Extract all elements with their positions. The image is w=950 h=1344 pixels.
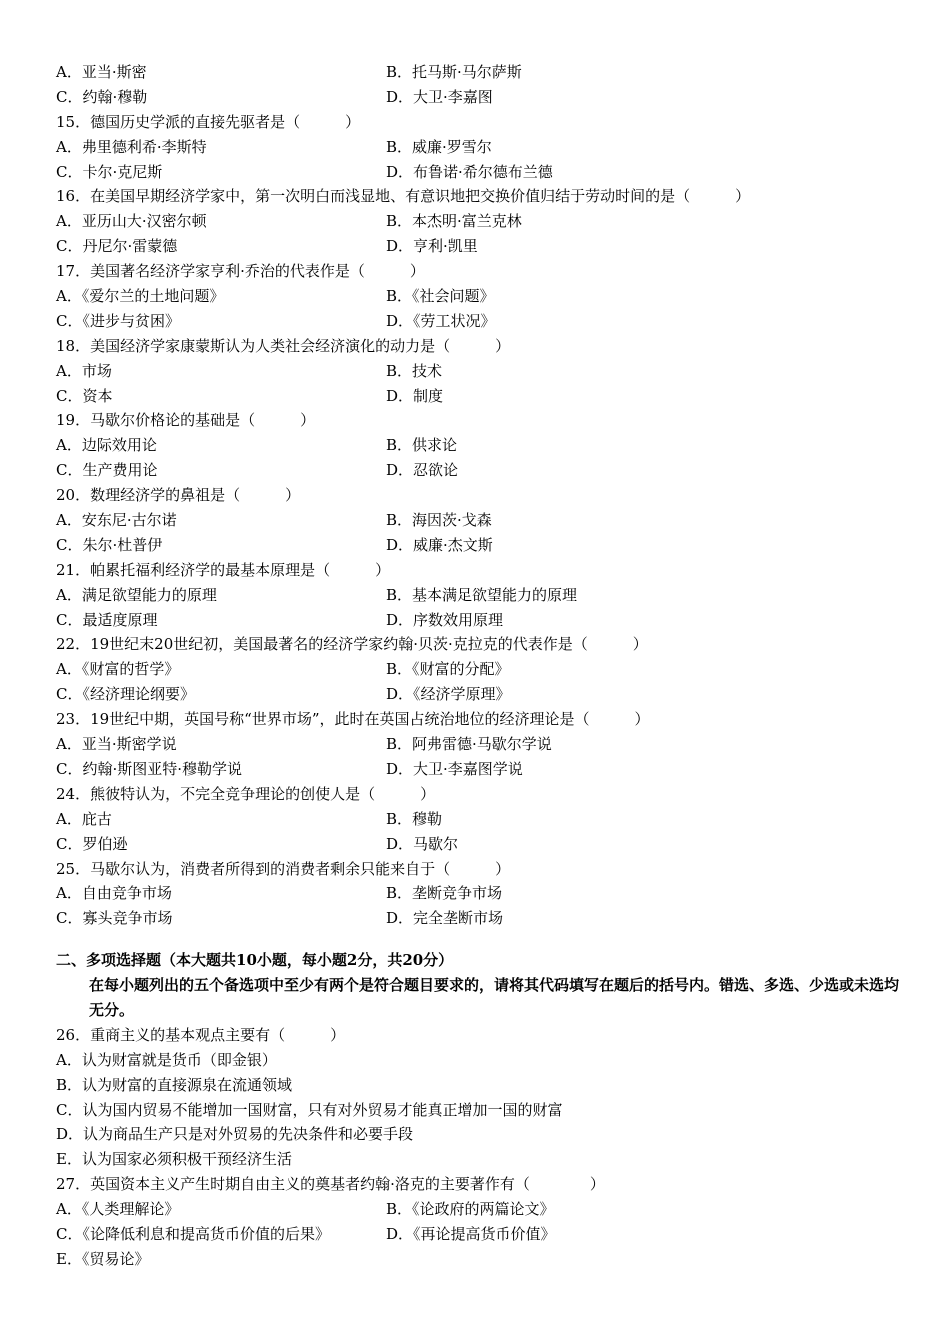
- option-row: [56, 657, 916, 682]
- option-row: [56, 284, 916, 309]
- option-right: B．垄断竞争市场: [386, 884, 503, 903]
- option-row: [56, 682, 916, 707]
- question-line: E．认为国家必须积极干预经济生活: [56, 1150, 292, 1169]
- option-right: D．完全垄断市场: [386, 909, 504, 928]
- option-row: [56, 906, 916, 931]
- section-instructions: 在每小题列出的五个备选项中至少有两个是符合题目要求的，请将其代码填写在题后的括号内。错选、多选、少选或未选均无分。: [89, 976, 900, 1019]
- option-row: [56, 1222, 916, 1247]
- option-right: B．海因茨·戈森: [386, 511, 492, 530]
- question-line: 26．重商主义的基本观点主要有（ ）: [56, 1025, 346, 1044]
- question-line: C．认为国内贸易不能增加一国财富，只有对外贸易才能真正增加一国的财富: [56, 1100, 563, 1119]
- option-left: A．亚历山大·汉密尔顿: [56, 212, 207, 231]
- option-row: [56, 533, 916, 558]
- option-row: [56, 807, 916, 832]
- option-left: A．亚当·斯密学说: [56, 735, 177, 754]
- question-line: A．认为财富就是货币（即金银）: [56, 1050, 277, 1069]
- option-row: [56, 209, 916, 234]
- option-right: D．布鲁诺·希尔德布兰德: [386, 162, 553, 181]
- option-left: A．满足欲望能力的原理: [56, 585, 217, 604]
- question-line: 23．19世纪中期，英国号称“世界市场”，此时在英国占统治地位的经济理论是（ ）: [56, 710, 650, 729]
- question-line: 20．数理经济学的鼻祖是（ ）: [56, 486, 301, 505]
- option-right: D．威廉·杰文斯: [386, 535, 493, 554]
- option-row: [56, 508, 916, 533]
- option-left: C．资本: [56, 386, 113, 405]
- question-line: 25．马歇尔认为，消费者所得到的消费者剩余只能来自于（ ）: [56, 859, 511, 878]
- option-right: B．技术: [386, 361, 443, 380]
- option-left: C．《论降低利息和提高货币价值的后果》: [56, 1225, 330, 1243]
- option-right: D．《经济学原理》: [386, 685, 511, 704]
- option-left: C．卡尔·克尼斯: [56, 162, 163, 181]
- option-left: C．最适度原理: [56, 610, 158, 629]
- option-right: D．大卫·李嘉图学说: [386, 759, 523, 778]
- option-left: A．安东尼·古尔诺: [56, 511, 177, 530]
- option-right: D．《再论提高货币价值》: [386, 1225, 556, 1243]
- option-right: D．序数效用原理: [386, 610, 504, 629]
- option-row: [56, 234, 916, 259]
- option-row: [56, 359, 916, 384]
- question-line: E．《贸易论》: [56, 1249, 150, 1268]
- option-right: B．《论政府的两篇论文》: [386, 1200, 555, 1219]
- option-right: D．忍欲论: [386, 461, 459, 480]
- option-row: [56, 135, 916, 160]
- option-row: [56, 583, 916, 608]
- option-row: [56, 85, 916, 110]
- option-row: [56, 160, 916, 185]
- option-right: D．《劳工状况》: [386, 311, 496, 330]
- option-right: B．本杰明·富兰克林: [386, 212, 522, 231]
- option-right: B．供求论: [386, 436, 458, 455]
- option-row: [56, 433, 916, 458]
- option-left: C．生产费用论: [56, 461, 158, 480]
- option-right: D．亨利·凯里: [386, 237, 478, 256]
- question-line: B．认为财富的直接源泉在流通领域: [56, 1075, 293, 1094]
- option-right: B．穆勒: [386, 809, 443, 828]
- question-line: 21．帕累托福利经济学的最基本原理是（ ）: [56, 560, 391, 579]
- option-row: [56, 309, 916, 334]
- option-right: B．阿弗雷德·马歇尔学说: [386, 735, 552, 754]
- option-right: B．托马斯·马尔萨斯: [386, 63, 522, 81]
- option-left: C．约翰·斯图亚特·穆勒学说: [56, 759, 243, 778]
- option-right: D．马歇尔: [386, 834, 459, 853]
- option-row: [56, 832, 916, 857]
- option-left: C．寡头竞争市场: [56, 909, 173, 928]
- section-spacer: [56, 931, 916, 948]
- option-row: [56, 608, 916, 633]
- option-left: A．庇古: [56, 809, 112, 828]
- option-right: B．《社会问题》: [386, 287, 495, 306]
- option-row: [56, 458, 916, 483]
- option-left: A．《人类理解论》: [56, 1200, 180, 1219]
- question-line: 18．美国经济学家康蒙斯认为人类社会经济演化的动力是（ ）: [56, 336, 511, 355]
- option-row: [56, 757, 916, 782]
- exam-page: [56, 60, 916, 1272]
- option-right: D．大卫·李嘉图: [386, 87, 493, 106]
- option-left: A．《财富的哲学》: [56, 660, 180, 679]
- option-row: [56, 732, 916, 757]
- option-left: A．亚当·斯密: [56, 63, 147, 81]
- option-row: [56, 1197, 916, 1222]
- question-line: 17．美国著名经济学家亨利·乔治的代表作是（ ）: [56, 262, 425, 281]
- option-left: C．《进步与贫困》: [56, 311, 180, 330]
- question-line: 16．在美国早期经济学家中，第一次明白而浅显地、有意识地把交换价值归结于劳动时间的是（ ）: [56, 187, 751, 206]
- option-left: A．市场: [56, 361, 112, 380]
- option-right: B．基本满足欲望能力的原理: [386, 585, 578, 604]
- question-line: 24．熊彼特认为，不完全竞争理论的创使人是（ ）: [56, 784, 436, 803]
- option-row: [56, 60, 916, 85]
- option-left: C．丹尼尔·雷蒙德: [56, 237, 178, 256]
- option-left: A．边际效用论: [56, 436, 157, 455]
- option-left: C．约翰·穆勒: [56, 87, 148, 106]
- question-line: 15．德国历史学派的直接先驱者是（ ）: [56, 112, 361, 131]
- option-right: B．《财富的分配》: [386, 660, 510, 679]
- question-line: 19．马歇尔价格论的基础是（ ）: [56, 411, 316, 430]
- option-right: B．威廉·罗雪尔: [386, 137, 492, 156]
- option-left: A．弗里德利希·李斯特: [56, 137, 207, 156]
- question-line: D．认为商品生产只是对外贸易的先决条件和必要手段: [56, 1125, 414, 1144]
- option-left: C．朱尔·杜普伊: [56, 535, 163, 554]
- option-right: D．制度: [386, 386, 444, 405]
- option-left: A．自由竞争市场: [56, 884, 172, 903]
- option-row: [56, 384, 916, 409]
- option-left: C．《经济理论纲要》: [56, 685, 195, 704]
- question-line: 22．19世纪末20世纪初，美国最著名的经济学家约翰·贝茨·克拉克的代表作是（ ）: [56, 635, 648, 654]
- option-row: [56, 881, 916, 906]
- option-left: C．罗伯逊: [56, 834, 128, 853]
- option-left: A．《爱尔兰的土地问题》: [56, 287, 225, 306]
- question-line: 27．英国资本主义产生时期自由主义的奠基者约翰·洛克的主要著作有（ ）: [56, 1175, 605, 1194]
- section-title: 二、多项选择题（本大题共10小题，每小题2分，共20分）: [56, 951, 454, 970]
